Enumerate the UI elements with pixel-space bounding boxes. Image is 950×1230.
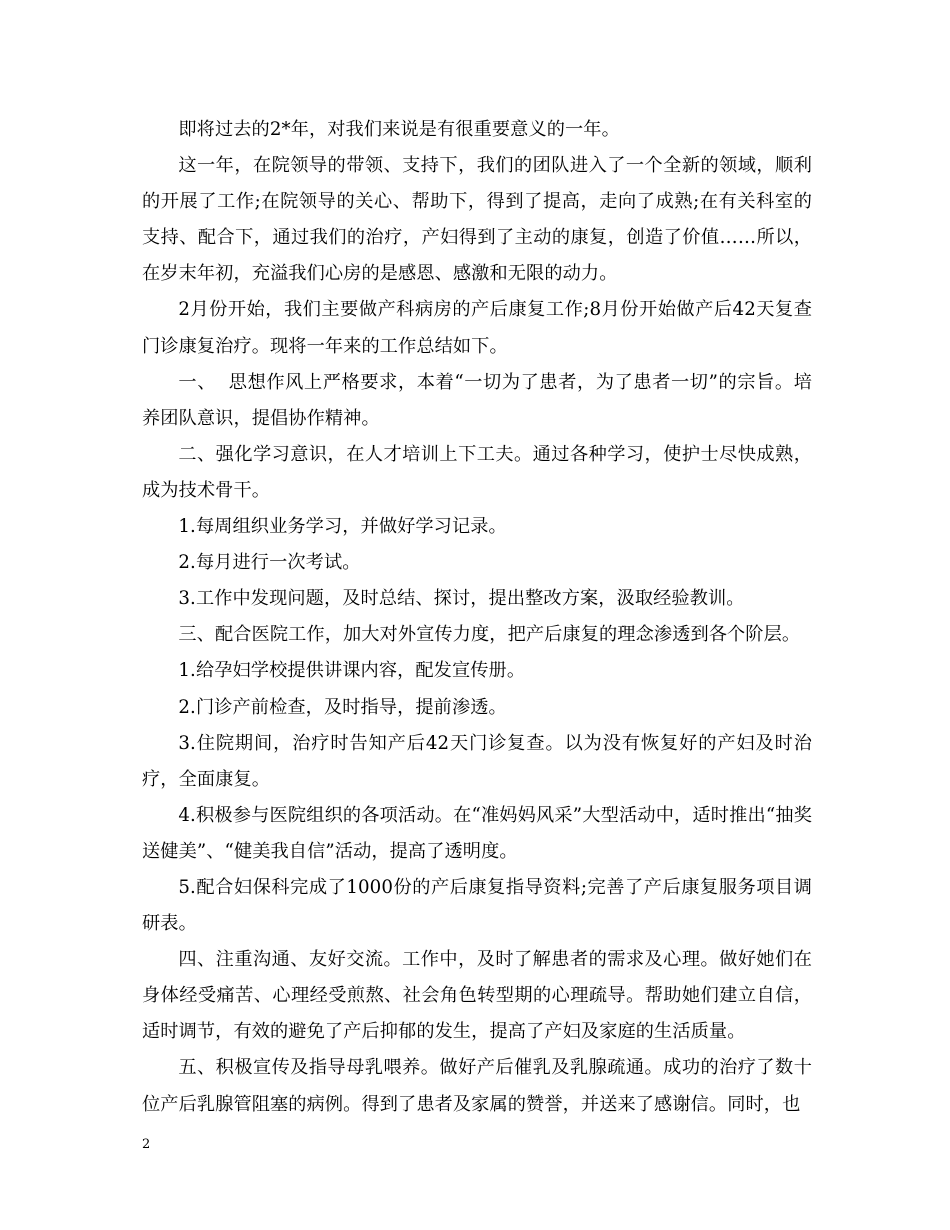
list-item: 1.给孕妇学校提供讲课内容，配发宣传册。 [178,660,526,682]
paragraph: 这一年，在院领导的带领、支持下，我们的团队进入了一个全新的领域，顺利的开展了工作;在院领导的关心、帮助下，得到了提高，走向了成熟;在有关科室的支持、配合下，通过我们的治疗，产妇得到了主动的康复，创造了价值……所以，在岁末年初，充溢我们心房的是感恩、感激和无限的动力。 [142,155,812,285]
list-item: 4.积极参与医院组织的各项活动。在“准妈妈风采”大型活动中，适时推出“抽奖送健美”、“健美我自信”活动，提高了透明度。 [142,804,812,862]
list-item: 3.住院期间，治疗时告知产后42天门诊复查。以为没有恢复好的产妇及时治疗，全面康复。 [142,732,812,790]
paragraph: 五、积极宣传及指导母乳喂养。做好产后催乳及乳腺疏通。成功的治疗了数十位产后乳腺管阻塞的病例。得到了患者及家属的赞誉，并送来了感谢信。同时，也 [142,1057,812,1115]
list-item: 5.配合妇保科完成了1000份的产后康复指导资料;完善了产后康复服务项目调研表。 [142,876,812,935]
list-item: 3.工作中发现问题，及时总结、探讨，提出整改方案，汲取经验教训。 [178,588,745,610]
paragraph: 即将过去的2*年，对我们来说是有很重要意义的一年。 [178,119,620,140]
page-number: 2 [142,1137,151,1152]
list-item: 1.每周组织业务学习，并做好学习记录。 [178,516,507,538]
paragraph: 四、注重沟通、友好交流。工作中，及时了解患者的需求及心理。做好她们在身体经受痛苦、心理经受煎熬、社会角色转型期的心理疏导。帮助她们建立自信，适时调节，有效的避免了产后抑郁的发生，提高了产妇及家庭的生活质量。 [142,949,812,1043]
paragraph: 一、 思想作风上严格要求，本着“一切为了患者，为了患者一切”的宗旨。培养团队意识，提倡协作精神。 [142,371,812,429]
paragraph: 二、强化学习意识，在人才培训上下工夫。通过各种学习，使护士尽快成熟，成为技术骨干。 [142,443,812,501]
paragraph: 三、配合医院工作，加大对外宣传力度，把产后康复的理念渗透到各个阶层。 [178,624,801,646]
document-body [142,112,812,1123]
list-item: 2.每月进行一次考试。 [178,552,361,574]
paragraph: 2月份开始，我们主要做产科病房的产后康复工作;8月份开始做产后42天复查门诊康复治疗。现将一年来的工作总结如下。 [142,299,812,357]
list-item: 2.门诊产前检查，及时指导，提前渗透。 [178,696,507,718]
